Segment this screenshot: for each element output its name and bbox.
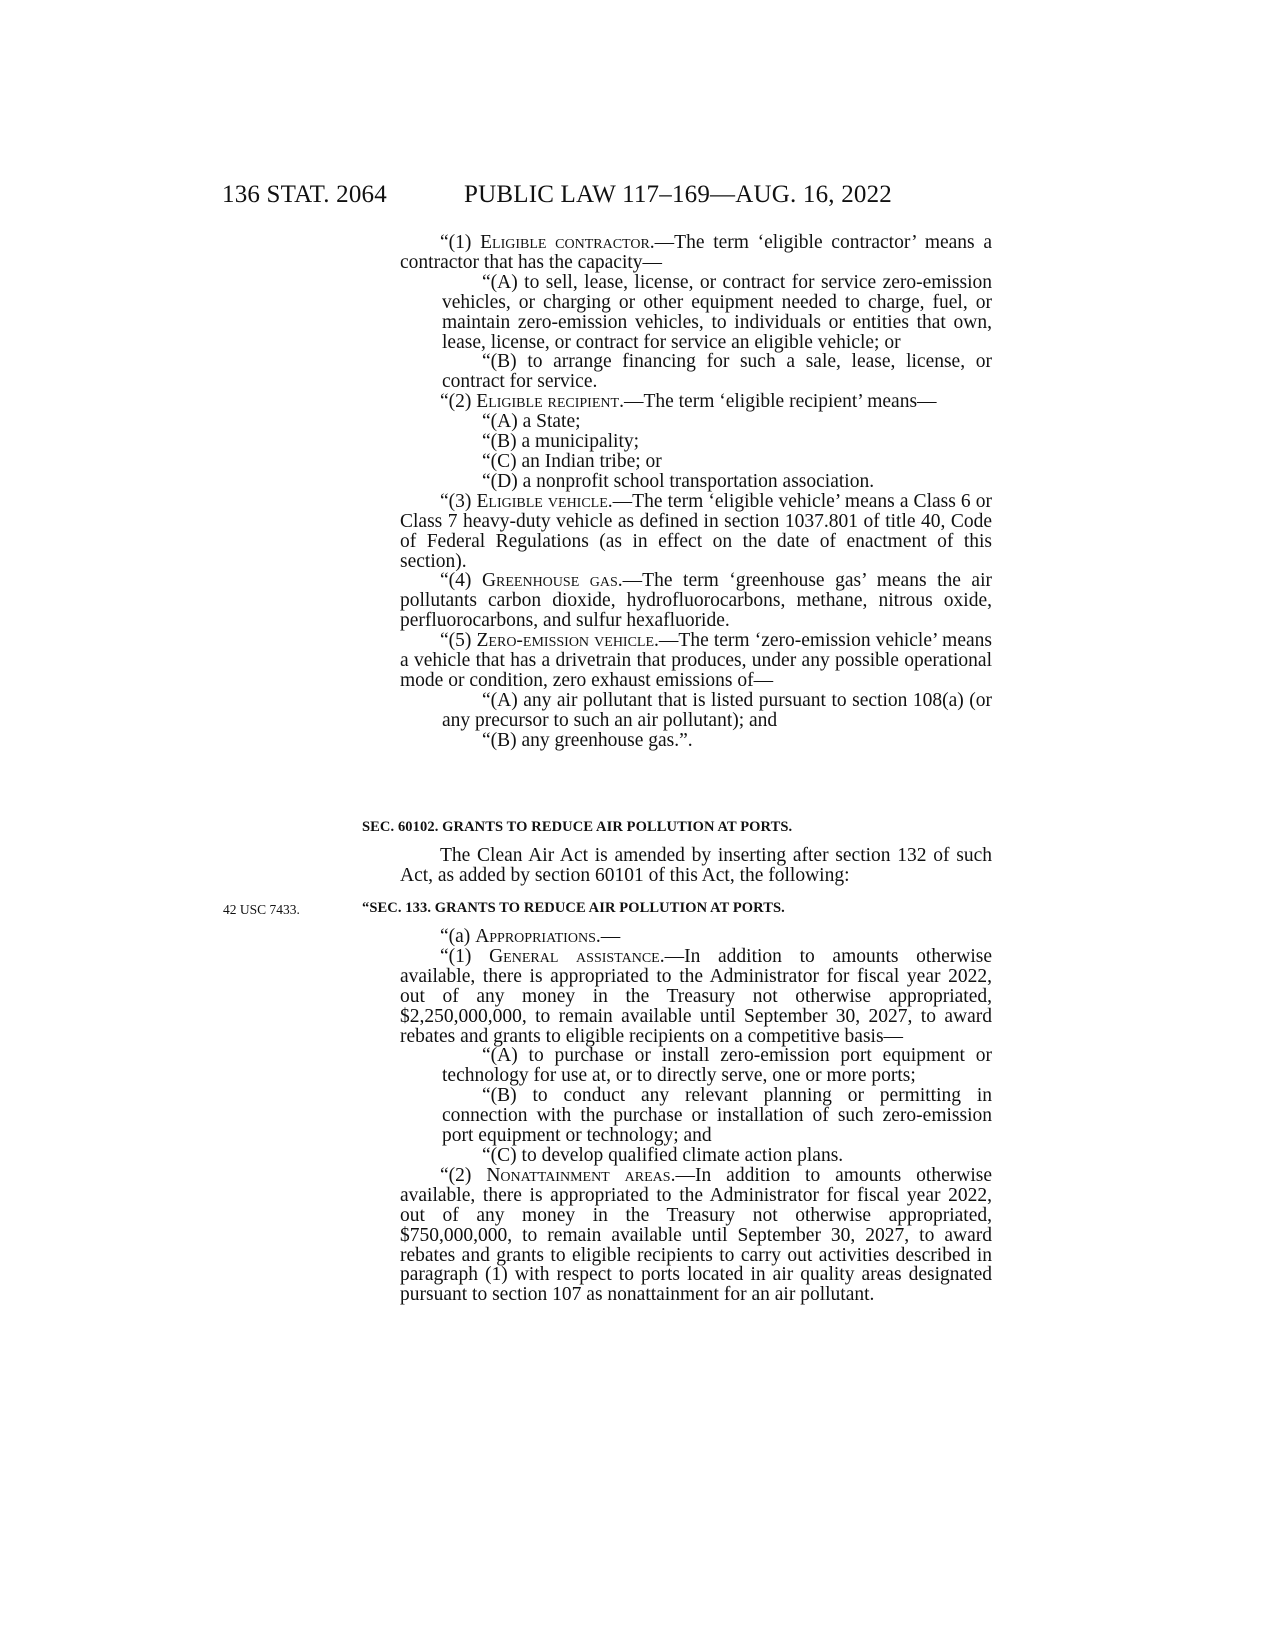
definition-eligible-vehicle: “(3) Eligible vehicle.—The term ‘eligible vehicle’ means a Class 6 or Class 7 heavy-duty vehicle as defined in section 1037.801 of title 40, Code of Federal Regulations (as in effect on the date of enactment of this section). (400, 490, 992, 572)
definition-eligible-recipient: “(2) Eligible recipient.—The term ‘eligible recipient’ means— (440, 391, 937, 413)
definition-greenhouse-gas: “(4) Greenhouse gas.—The term ‘greenhouse gas’ means the air pollutants carbon dioxide, hydrofluorocarbons, methane, nitrous oxide, perfluorocarbons, and sulfur hexafluoride. (400, 570, 992, 632)
clause-1a: “(A) to sell, lease, license, or contract for service zero-emission vehicles, or charging or other equipment needed to charge, fuel, or maintain zero-emission vehicles, to individuals or entities that own, lease, license, or contract for service an eligible vehicle; or (442, 271, 992, 353)
definition-zero-emission-vehicle: “(5) Zero-emission vehicle.—The term ‘zero-emission vehicle’ means a vehicle that has a drivetrain that produces, under any possible operational mode or condition, zero exhaust emissions of— (400, 630, 992, 691)
clause-5b: “(B) any greenhouse gas.”. (482, 729, 693, 751)
paragraph-general-assistance: “(1) General assistance.—In addition to amounts otherwise available, there is appropriated to the Administrator for fiscal year 2022, out of any money in the Treasury not otherwise appropriated, $2,250,000,000, to remain available until September 30, 2027, to award rebates and grants to eligible recipients on a competitive basis— (400, 945, 992, 1047)
clause-2b: “(B) a municipality; (482, 431, 640, 453)
clause-a1-C: “(C) to develop qualified climate action plans. (482, 1144, 844, 1166)
clause-a1-B: “(B) to conduct any relevant planning or permitting in connection with the purchase or installation of such zero-emission port equipment or technology; and (442, 1085, 992, 1147)
paragraph-nonattainment-areas: “(2) Nonattainment areas.—In addition to amounts otherwise available, there is appropriated to the Administrator for fiscal year 2022, out of any money in the Treasury not otherwise appropriated, $750,000,000, to remain available until September 30, 2027, to award rebates and grants to eligible recipients to carry out activities described in paragraph (1) with respect to ports located in air quality areas designated pursuant to section 107 as nonattainment for an air pollutant. (400, 1164, 992, 1306)
usc-margin-note: 42 USC 7433. (223, 902, 300, 917)
running-title: PUBLIC LAW 117–169—AUG. 16, 2022 (464, 181, 893, 208)
page-stat-number: 136 STAT. 2064 (222, 181, 387, 208)
section-133-heading: “SEC. 133. GRANTS TO REDUCE AIR POLLUTION AT PORTS. (362, 900, 785, 916)
clause-a1-A: “(A) to purchase or install zero-emission port equipment or technology for use at, or to directly serve, one or more ports; (442, 1045, 992, 1087)
subsection-a-appropriations: “(a) Appropriations.— (440, 926, 621, 947)
definitions-block (400, 233, 992, 751)
section-60102-intro-block (400, 846, 992, 886)
clause-2a: “(A) a State; (482, 411, 581, 433)
clause-1b: “(B) to arrange financing for such a sale, lease, license, or contract for service. (442, 351, 992, 393)
clause-5a: “(A) any air pollutant that is listed pursuant to section 108(a) (or any precursor to such an air pollutant); and (442, 689, 992, 731)
section-60102-intro: The Clean Air Act is amended by inserting after section 132 of such Act, as added by section 60101 of this Act, the following: (400, 845, 992, 886)
section-133-body (400, 927, 992, 1305)
definition-eligible-contractor: “(1) Eligible contractor.—The term ‘eligible contractor’ means a contractor that has the capacity— (400, 232, 992, 273)
section-60102-heading: SEC. 60102. GRANTS TO REDUCE AIR POLLUTION AT PORTS. (362, 819, 793, 835)
clause-2d: “(D) a nonprofit school transportation association. (482, 470, 875, 492)
clause-2c: “(C) an Indian tribe; or (482, 450, 662, 472)
